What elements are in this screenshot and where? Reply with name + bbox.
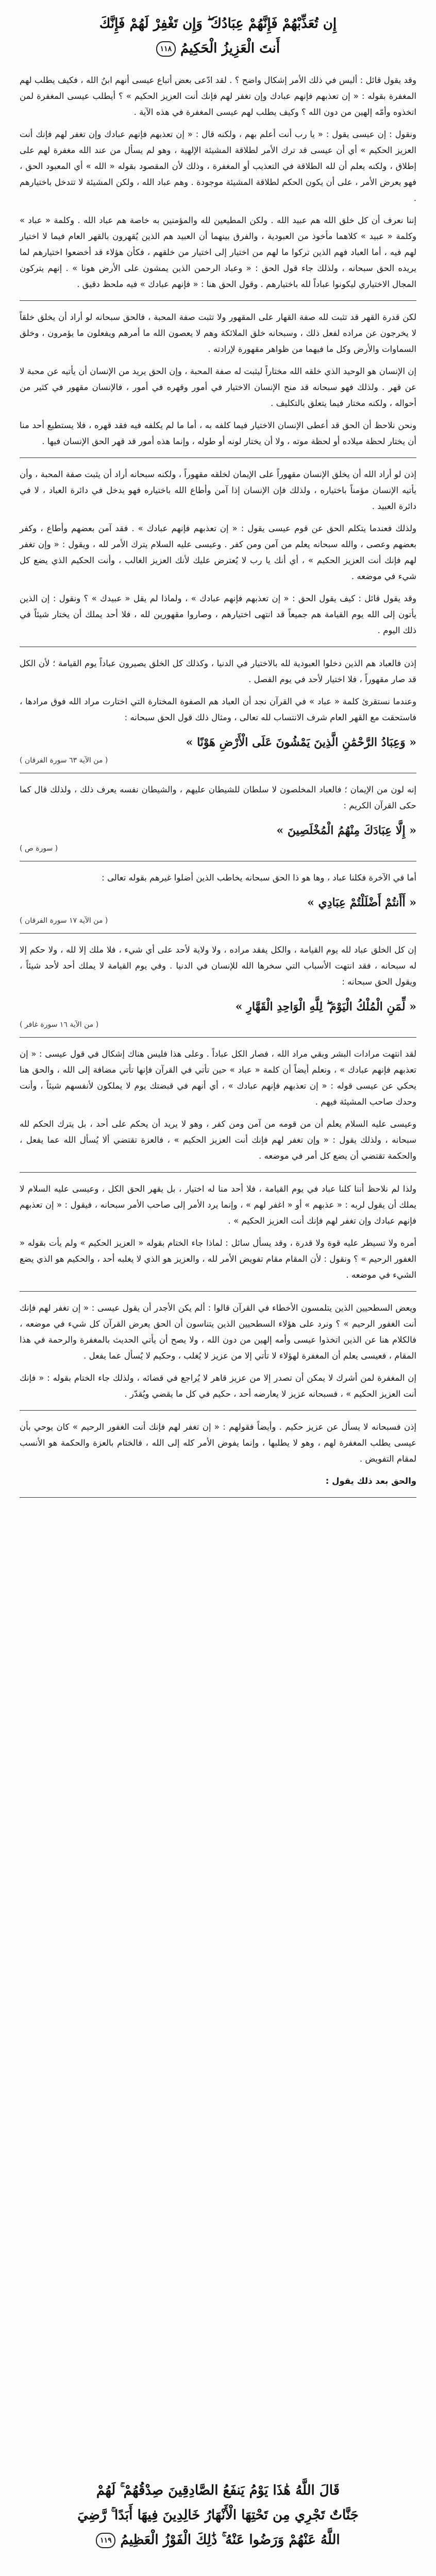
paragraph: لقد انتهت مرادات البشر وبقي مراد الله ، فصار الكل عباداً . وعلى هذا فليس هناك إشكال في قول عيسى : « إن تعذبهم فإنهم عبادك » ، ونعلم أيضاً أن كلمة « عباد » حين تأتي في القرآن فإنها تأتي مضافة إلى الله ، والحق هنا يحكي عن عيسى قوله : « إن تعذبهم فإنهم عبادك » ، أي أنهم في قبضتك يوم لا يملكون لأنفسهم شيئاً ، وأنت وحدك صاحب المشيئة فيهم .: [20, 1049, 416, 1107]
paragraph: ولذلك فعندما يتكلم الحق عن قوم عيسى يقول : « إن تعذبهم فإنهم عبادك » . فقد آمن بعضهم وأطاع ، وكفر بعضهم وعصى ، والله سبحانه يعلم من آمن ومن كفر . وعيسى عليه السلام يترك الأمر لله ، ويقول : « وإن تغفر لهم فإنك أنت العزيز الحكيم » ، أي أنك يا رب لا يُعترض عليك لأنك العزيز الغالب ، وأنت الحكيم الذي يضع كل شيء في موضعه .: [20, 523, 416, 581]
section-8: [20, 1046, 416, 1164]
section-divider: [20, 300, 416, 301]
section-divider: [20, 933, 416, 934]
paragraph: وقد يقول قائل : كيف يقول الحق : « إن تعذبهم فإنهم عبادك » ، ولماذا لم يقل « عبيدك » ؟ ونقول : إن الذين يأتون إلى الله يوم القيامة هم جميعاً قد انتهى اختيارهم ، وصاروا مقهورين لله ، فلا أحد يملك أن يختار شيئاً في ذلك اليوم .: [20, 594, 416, 635]
paragraph: إن كل الخلق عباد لله يوم القيامة ، والكل يفقد مراده ، ولا ولاية لأحد على أي شيء ، فلا ملك إلا لله ، ولا حكم إلا له سبحانه ، فقد انتهت الأسباب التي سخرها الله للإنسان في الدنيا . وفي يوم القيامة لا يملك أحد لأحد شيئاً ، ويقول الحق سبحانه :: [20, 945, 416, 987]
section-divider: [20, 457, 416, 458]
commentary-body: [20, 72, 416, 1506]
section-5: [20, 782, 416, 853]
paragraph: والحق بعد ذلك يقول :: [325, 1476, 416, 1486]
quran-quote: « أَأَنتُمْ أَضْلَلْتُمْ عِبَادِي »: [307, 896, 416, 909]
paragraph: ونحن نلاحظ أن الحق قد أعطى الإنسان الاختيار فيما كلفه به ، أما ما لم يكلفه فيه فقد قهره ، فلا يستطيع أحد منا أن يختار لحظة ميلاده أو لحظة موته ، ولا أن يختار لونه أو طوله ، وإنما هذه أمور قد قهر الحق الإنسان فيها .: [20, 420, 416, 446]
paragraph: إذن فسبحانه لا يسأل عن عزيز حكيم . وأيضاً فقولهم : « إن تغفر لهم فإنك أنت الغفور الرحيم » كان يوحي بأن عيسى يطلب المغفرة لهم ، وهو لا يطلبها ، وإنما يفوض الأمر كله إلى الله ، فالختام بالعزة والحكمة هو الأنسب لمقام التفويض .: [20, 1422, 416, 1464]
paragraph: لكن قدرة القهر قد تثبت لله صفة القهار على المقهور ولا تثبت صفة المحبة ، فالحق سبحانه لو أراد أن يخلق خلقاً لا يخرجون عن مراده لفعل ذلك ، وسبحانه خلق الملائكة وهم لا يعصون الله ما أمرهم ويفعلون ما يؤمرون ، وخلق السماوات والأرض وكل ما فيهما من ظواهر مقهورة لإرادته .: [20, 312, 416, 354]
footer-verse-line-3-text: اللَّهُ عَنْهُمْ وَرَضُوا عَنْهُ ۚ ذَٰلِكَ الْفَوْزُ الْعَظِيمُ: [120, 2532, 340, 2548]
quran-quote: « وَعِبَادُ الرَّحْمَٰنِ الَّذِينَ يَمْشُونَ عَلَى الْأَرْضِ هَوْنًا »: [186, 736, 416, 749]
paragraph: ولذا لم نلاحظ أننا كلنا عباد في يوم القيامة ، فلا أحد منا له اختيار ، بل يقهر الحق الكل ، وعيسى عليه السلام لا يملك أن يقول لربه : « عذبهم » أو « اغفر لهم » ، وإنما يرد الأمر إلى صاحب الأمر سبحانه ، فيقول : « إن تعذبهم فإنهم عبادك وإن تغفر لهم فإنك أنت العزيز الحكيم » .: [20, 1184, 416, 1226]
paragraph: ويعض السطحيين الذين يتلمسون الأخطاء في القرآن قالوا : ألم يكن الأجدر أن يقول عيسى : « إن تغفر لهم فإنك أنت الغفور الرحيم » ؟ ونرد على هؤلاء السطحيين الذين يتناسون أن الحق يعرض القرآن كل شيء في موضعه ، فالكلام هنا عن الذين اتخذوا عيسى وأمه إلهين من دون الله ، ولا يصح أن يأتي الحديث بالمغفرة والرحمة في هذا المقام ، فعيسى يعلم أن المغفرة لهؤلاء لا تأتي إلا من عزيز لا يُغلب ، وحكيم لا يُسأل عما يفعل .: [20, 1303, 416, 1361]
section-10: [20, 1300, 416, 1402]
paragraph: أما في الآخرة فكلنا عباد ، وها هو ذا الحق سبحانه يخاطب الذين أضلوا غيرهم بقوله تعالى :: [102, 873, 416, 883]
footer-verse-line-2: جَنَّاتٌ تَجْرِي مِن تَحْتِهَا الْأَنْهَارُ خَالِدِينَ فِيهَا أَبَدًا ۚ رَّضِيَ: [77, 2507, 359, 2523]
section-divider: [20, 1291, 416, 1292]
quote-reference: ( من الآية ١٧ سورة الفرقان ): [20, 917, 108, 925]
verse-number-marker: ١١٩: [96, 2533, 115, 2548]
header-verse-line-2: [15, 36, 421, 61]
section-7: [20, 942, 416, 1029]
paragraph: إننا نعرف أن كل خلق الله هم عبيد الله . ولكن المطيعين لله والمؤمنين به خاصة هم عباد الله . وكلمة « عباد » وكلمة « عبيد » كلاهما مأخوذ من العبودية ، والفرق بينهما أن العبيد هم الذين يُقهرون بالقهر العام فيما لا اختيار لهم فيه ، أما العباد فهم الذين تركوا ما لهم من اختيار إلى اختيار من خلقهم ، فكأن هؤلاء قد أخضعوا اختيارهم لما يريده الحق سبحانه ، ولذلك جاء قول الحق : « وعباد الرحمن الذين يمشون على الأرض هونا » . إنهم يتركون المجال الاختياري ليكونوا عباداً لله باختيارهم . وقول الحق هنا : « فإنهم عبادك » فيه ملحظ دقيق .: [20, 215, 416, 289]
paragraph: وقد يقول قائل : أليس في ذلك الأمر إشكال واضح ؟ . لقد ادّعى بعض أتباع عيسى أنهم ابنُ الله ، فكيف يطلب لهم المغفرة بقوله : « إن تعذبهم فإنهم عبادك وإن تغفر لهم فإنك أنت العزيز الحكيم » ؟ أيطلب عيسى المغفرة لمن اتخذوه وأمّه إلهين من دون الله ؟ وكيف يطلب لهم عيسى المغفرة في هذه الآية .: [20, 75, 416, 117]
paragraph: إن المغفرة لمن أشرك لا يمكن أن تصدر إلا من عزيز قاهر لا يُراجع في قضائه ، ولذلك جاء الختام بقوله : « فإنك أنت العزيز الحكيم » ، فسبحانه عزيز لا يعارضه أحد ، حكيم في كل ما يقضي ويُقدّر .: [20, 1373, 416, 1399]
quote-reference: ( من الآية ١٦ سورة غافر ): [20, 1021, 99, 1029]
section-9: [20, 1181, 416, 1283]
section-divider: [20, 1037, 416, 1038]
footer-verse: [15, 2478, 421, 2552]
section-divider: [20, 1497, 416, 1498]
section-4: [20, 655, 416, 765]
paragraph: إن الإنسان هو الوحيد الذي خلقه الله مختاراً ليثبت له صفة المحبة ، وإن الحق يريد من الإنسان أن يأتيه عن محبة لا عن قهر . ولذلك فهو سبحانه قد منح الإنسان الاختيار في أمور وقهره في أمور ، فالإنسان مقهور في كثير من أحواله ، ولكنه مختار فيما يتعلق بالتكليف .: [20, 366, 416, 408]
section-3: [20, 466, 416, 638]
paragraph: إذن فالعباد هم الذين دخلوا العبودية لله بالاختيار في الدنيا ، وكذلك كل الخلق يصيرون عباداً يوم القيامة ؛ لأن الكل قد صار مقهوراً ، فلا اختيار لأحد في يوم الفصل .: [20, 658, 416, 684]
footer-verse-line-1: قَالَ اللَّهُ هَٰذَا يَوْمُ يَنفَعُ الصَّادِقِينَ صِدْقُهُمْ ۚ لَهُمْ: [96, 2483, 340, 2498]
section-1: [20, 72, 416, 292]
header-verse: [15, 11, 421, 61]
quran-quote: « لِّمَنِ الْمُلْكُ الْيَوْمَ ۖ لِلَّهِ الْوَاحِدِ الْقَهَّارِ »: [235, 1000, 416, 1013]
section-divider: [20, 1410, 416, 1411]
section-11: [20, 1419, 416, 1489]
footer-verse-line-3: [15, 2528, 421, 2552]
paragraph: وعيسى عليه السلام يعلم أن من قومه من آمن ومن كفر ، وهو لا يريد أن يحكم على أحد ، بل يترك الحكم لله سبحانه ، ولذلك يقول : « وإن تغفر لهم فإنك أنت العزيز الحكيم » ، فالعزة تقتضي ألا يُسأل الله عما يفعل ، والحكمة تقتضي أن يضع كل أمر في موضعه .: [20, 1119, 416, 1161]
quote-reference: ( سورة ص ): [20, 844, 58, 853]
verse-number-marker: ١١٨: [156, 41, 176, 57]
header-verse-line-1: إِن تُعَذِّبْهُمْ فَإِنَّهُمْ عِبَادُكَ ۖ وَإِن تَغْفِرْ لَهُمْ فَإِنَّكَ: [99, 16, 337, 31]
paragraph: أمره ولا تسيطر عليه قوة ولا قدرة ، وقد يسأل سائل : لماذا جاء الختام بقوله « العزيز الحكيم » ولم يأت بقوله « الغفور الرحيم » ؟ ونقول : لأن المقام مقام تفويض الأمر لله ، والعزيز هو الذي لا يغلبه أحد ، والحكيم هو الذي يضع الشيء في موضعه .: [20, 1238, 416, 1280]
paragraph: وعندما نستقرئ كلمة « عباد » في القرآن نجد أن العباد هم الصفوة المختارة التي اختارت مراد الله فوق مرادها ، فاستحقت مع القهر العام شرف الانتساب لله تعالى ، ومثال ذلك قول الحق سبحانه :: [20, 697, 416, 722]
section-2: [20, 309, 416, 449]
section-divider: [20, 1172, 416, 1173]
header-verse-line-2-text: أَنتَ الْعَزِيزُ الْحَكِيمُ: [180, 41, 280, 56]
quote-reference: ( من الآية ٦٣ سورة الفرقان ): [20, 756, 108, 765]
paragraph: إنه لون من الإيمان ؛ فالعباد المخلصون لا سلطان للشيطان عليهم ، والشيطان نفسه يعرف ذلك ، ولذلك قال كما حكى القرآن الكريم :: [20, 785, 416, 810]
paragraph: إذن لو أراد الله أن يخلق الإنسان مقهوراً على الإيمان لخلقه مقهوراً ، ولكنه سبحانه أراد أن يثبت صفة المحبة ، وأن يأتيه الإنسان مؤمناً باختياره ، ولذلك فإن الإنسان إذا آمن وأطاع الله باختياره فهو يدخل في دائرة العباد ، لا في دائرة العبيد .: [20, 469, 416, 511]
section-6: [20, 870, 416, 925]
quran-quote: « إِلَّا عِبَادَكَ مِنْهُمُ الْمُخْلَصِينَ »: [276, 824, 416, 837]
paragraph: ونقول : إن عيسى يقول : « يا رب أنت أعلم بهم ، ولكنه قال : « إن تعذبهم فإنهم عبادك وإن تغفر لهم فإنك أنت العزيز الحكيم » أي أن عيسى قد ترك الأمر لطلاقة المشيئة الإلهية ، وهو لم يسأل من عند الله مغفرة لهم على إطلاق ، ولكنه يعلم أن لله الطلاقة في التعذيب أو المغفرة ، وذلك لأن المقصود بقوله « الله » أي المعبود الحق ، فهو يعرض الأمر ، على أن يكون الحكم لطلاقة المشيئة موجودة . وهم عباد الله ، ولكن المشيئة لا تتدخل باختيارهم .: [20, 129, 416, 203]
